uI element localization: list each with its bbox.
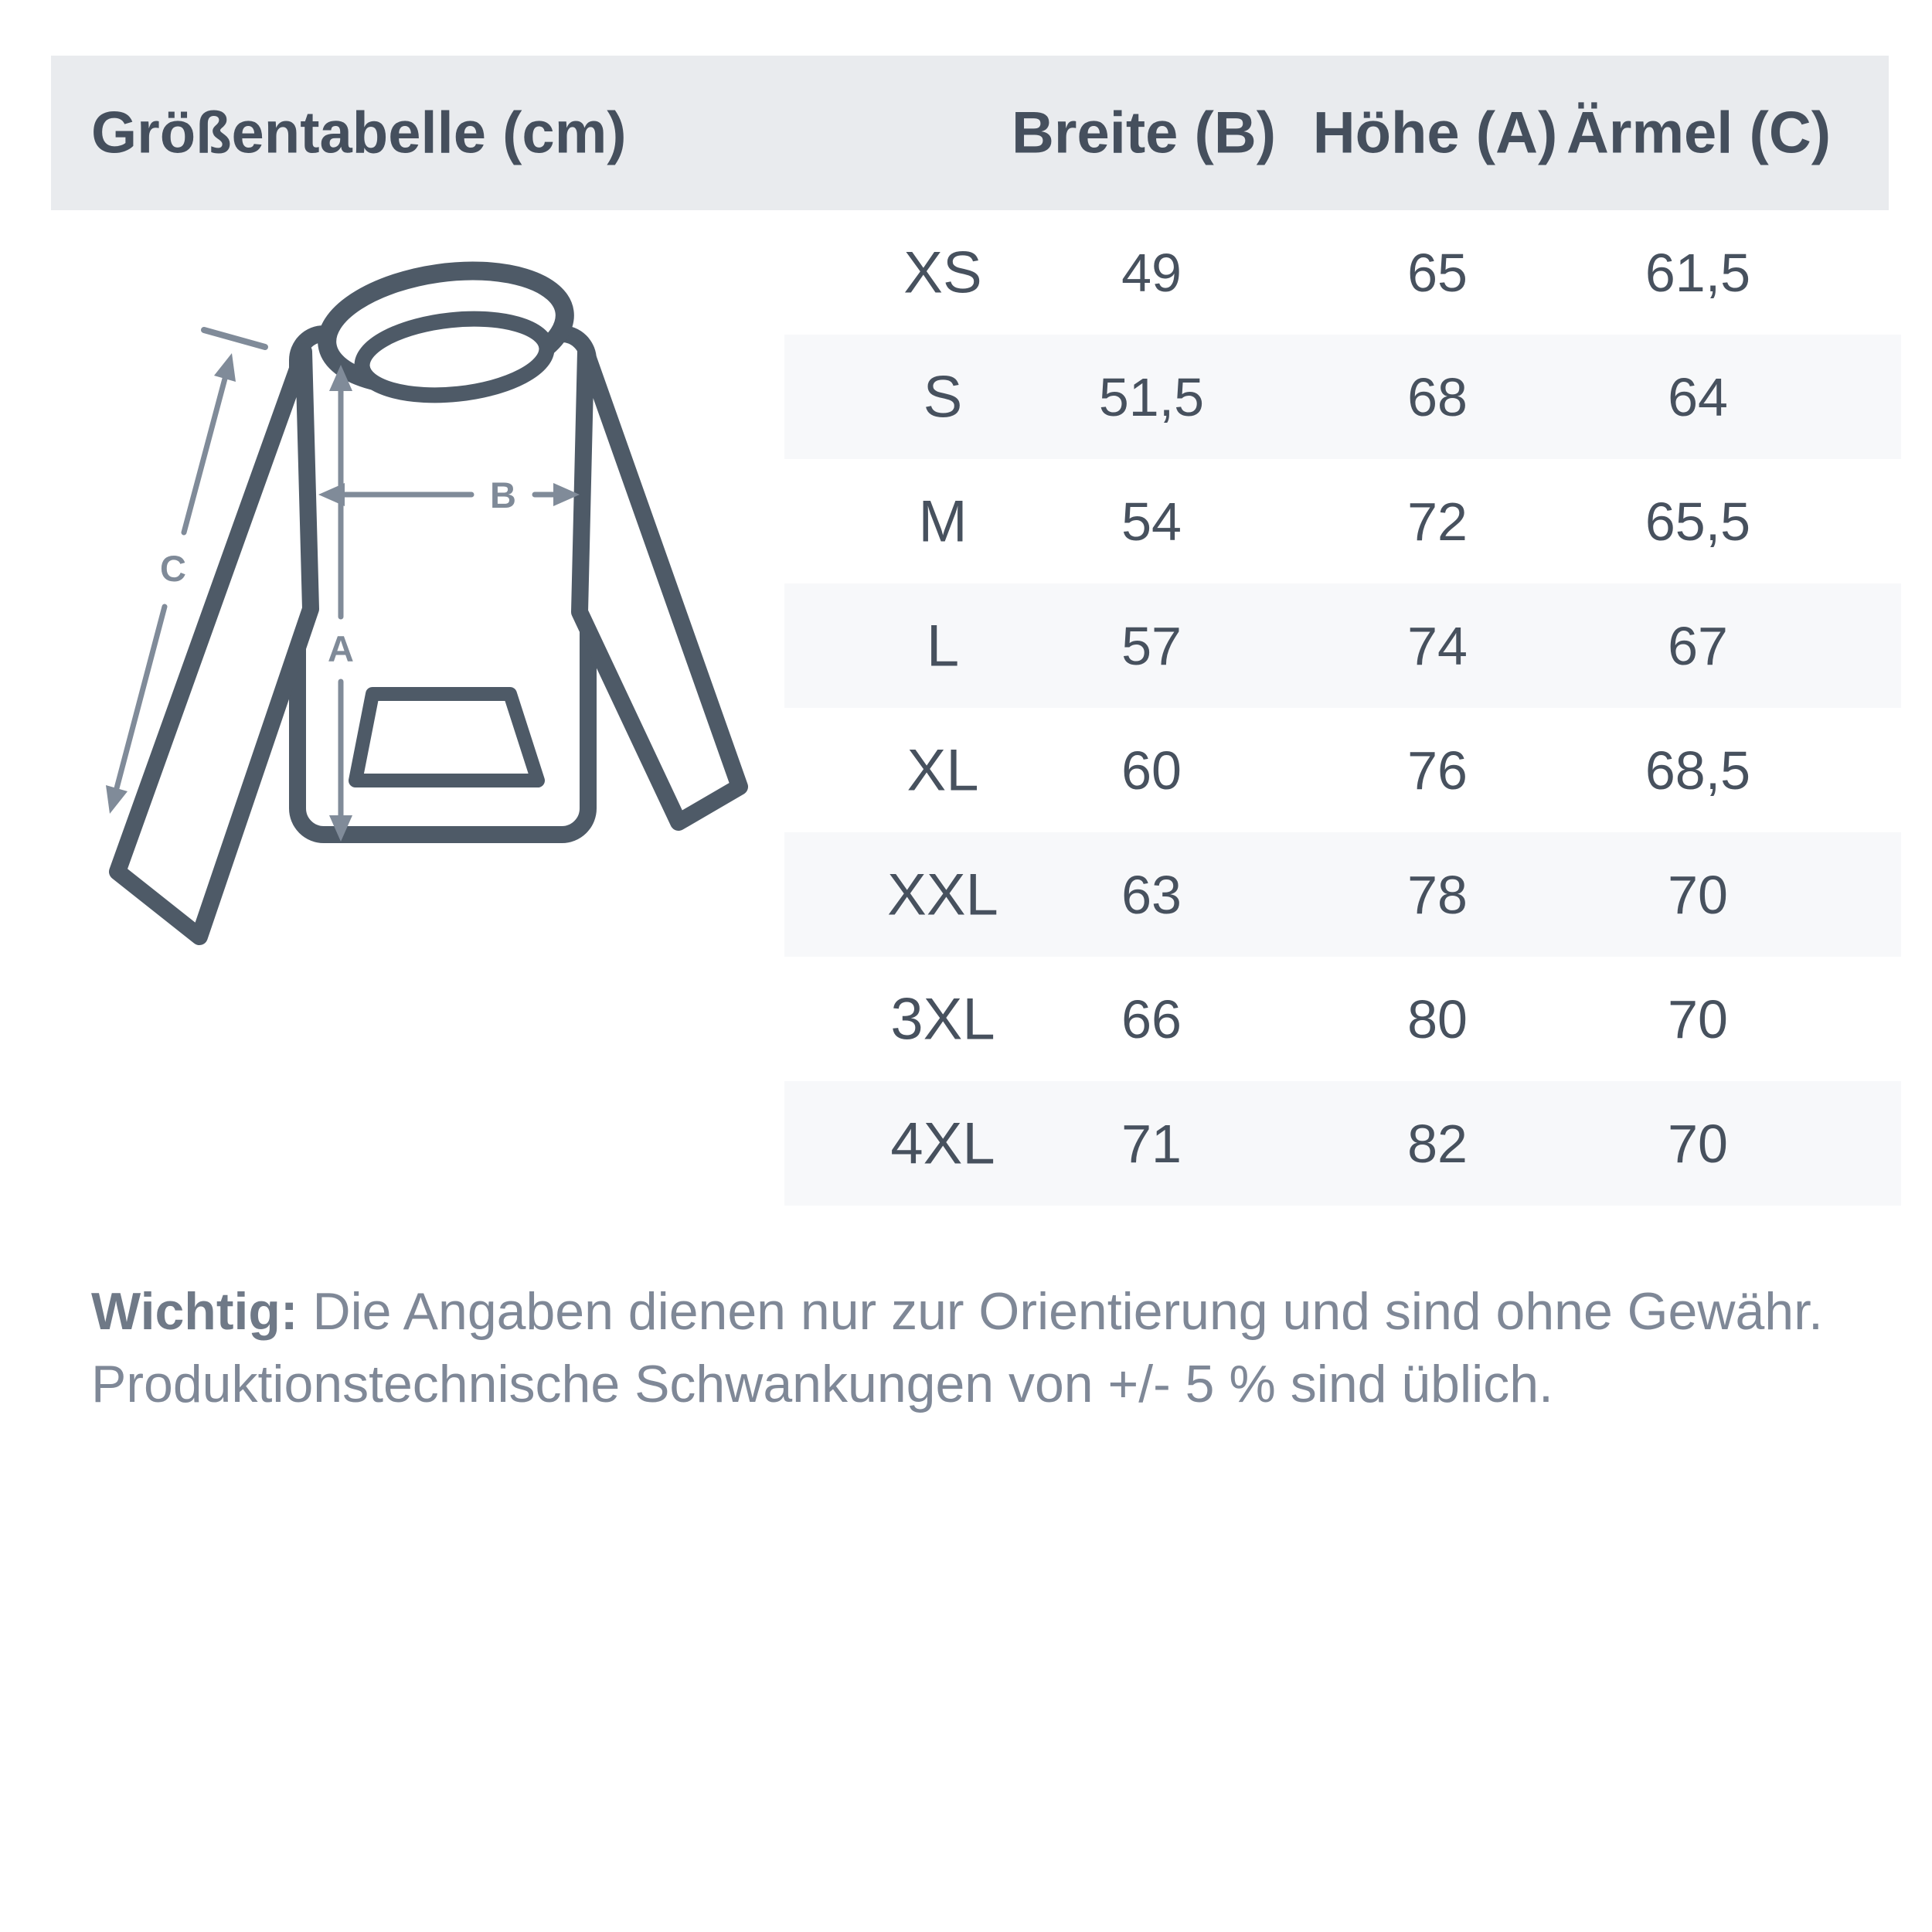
sleeve-value: 70 (1668, 988, 1728, 1049)
arrow-downleft-icon (106, 785, 128, 814)
sleeve-value: 61,5 (1645, 242, 1751, 303)
hoodie-svg (46, 247, 819, 989)
shoulder-tick (204, 330, 265, 347)
disclaimer-line-2: Produktionstechnische Schwankungen von +/- 5 % sind üblich. (91, 1355, 1553, 1413)
width-value: 49 (1121, 242, 1182, 303)
height-value: 76 (1407, 740, 1468, 801)
height-value: 80 (1407, 988, 1468, 1049)
width-value: 66 (1121, 988, 1182, 1049)
size-table (784, 210, 1901, 1206)
table-row (784, 957, 1901, 1081)
disclaimer-note (91, 1275, 1915, 1420)
table-row (784, 583, 1901, 708)
size-label: M (918, 488, 968, 554)
hoodie-right-sleeve (580, 352, 740, 822)
table-row (784, 1081, 1901, 1206)
size-label: L (926, 613, 960, 679)
size-label: S (923, 364, 963, 430)
header-bar (51, 56, 1889, 210)
important-label: Wichtig: (91, 1282, 298, 1341)
height-value: 82 (1407, 1113, 1468, 1174)
hoodie-left-sleeve (117, 352, 311, 937)
arrow-upright-icon (214, 353, 236, 382)
width-value: 54 (1121, 491, 1182, 552)
height-value: 68 (1407, 366, 1468, 427)
width-value: 60 (1121, 740, 1182, 801)
label-c: C (160, 548, 186, 589)
table-row (784, 708, 1901, 832)
hoodie-pocket (355, 694, 538, 781)
height-value: 65 (1407, 242, 1468, 303)
width-value: 51,5 (1098, 366, 1205, 427)
size-label: 4XL (890, 1111, 995, 1176)
column-header-sleeve: Ärmel (C) (1566, 100, 1832, 166)
label-b: B (490, 474, 516, 515)
height-value: 72 (1407, 491, 1468, 552)
label-a: A (328, 628, 354, 669)
column-header-height: Höhe (A) (1312, 100, 1558, 166)
table-row (784, 832, 1901, 957)
sleeve-value: 70 (1668, 864, 1728, 925)
sleeve-value: 68,5 (1645, 740, 1751, 801)
width-value: 57 (1121, 615, 1182, 676)
size-label: XXL (887, 862, 998, 927)
sleeve-value: 70 (1668, 1113, 1728, 1174)
table-row (784, 210, 1901, 335)
table-row (784, 335, 1901, 459)
column-header-width: Breite (B) (1011, 100, 1277, 166)
width-value: 63 (1121, 864, 1182, 925)
sleeve-value: 67 (1668, 615, 1728, 676)
size-label: XL (906, 737, 979, 803)
height-value: 74 (1407, 615, 1468, 676)
size-label: XS (903, 240, 982, 305)
page-title: Größentabelle (cm) (91, 100, 627, 166)
disclaimer-line-1 (91, 1275, 1915, 1348)
disclaimer-text-1: Die Angaben dienen nur zur Orientierung und sind ohne Gewähr. (312, 1282, 1823, 1341)
sleeve-value: 64 (1668, 366, 1728, 427)
sleeve-value: 65,5 (1645, 491, 1751, 552)
table-row (784, 459, 1901, 583)
width-value: 71 (1121, 1113, 1182, 1174)
hoodie-diagram (46, 247, 819, 989)
height-value: 78 (1407, 864, 1468, 925)
size-label: 3XL (890, 986, 995, 1052)
